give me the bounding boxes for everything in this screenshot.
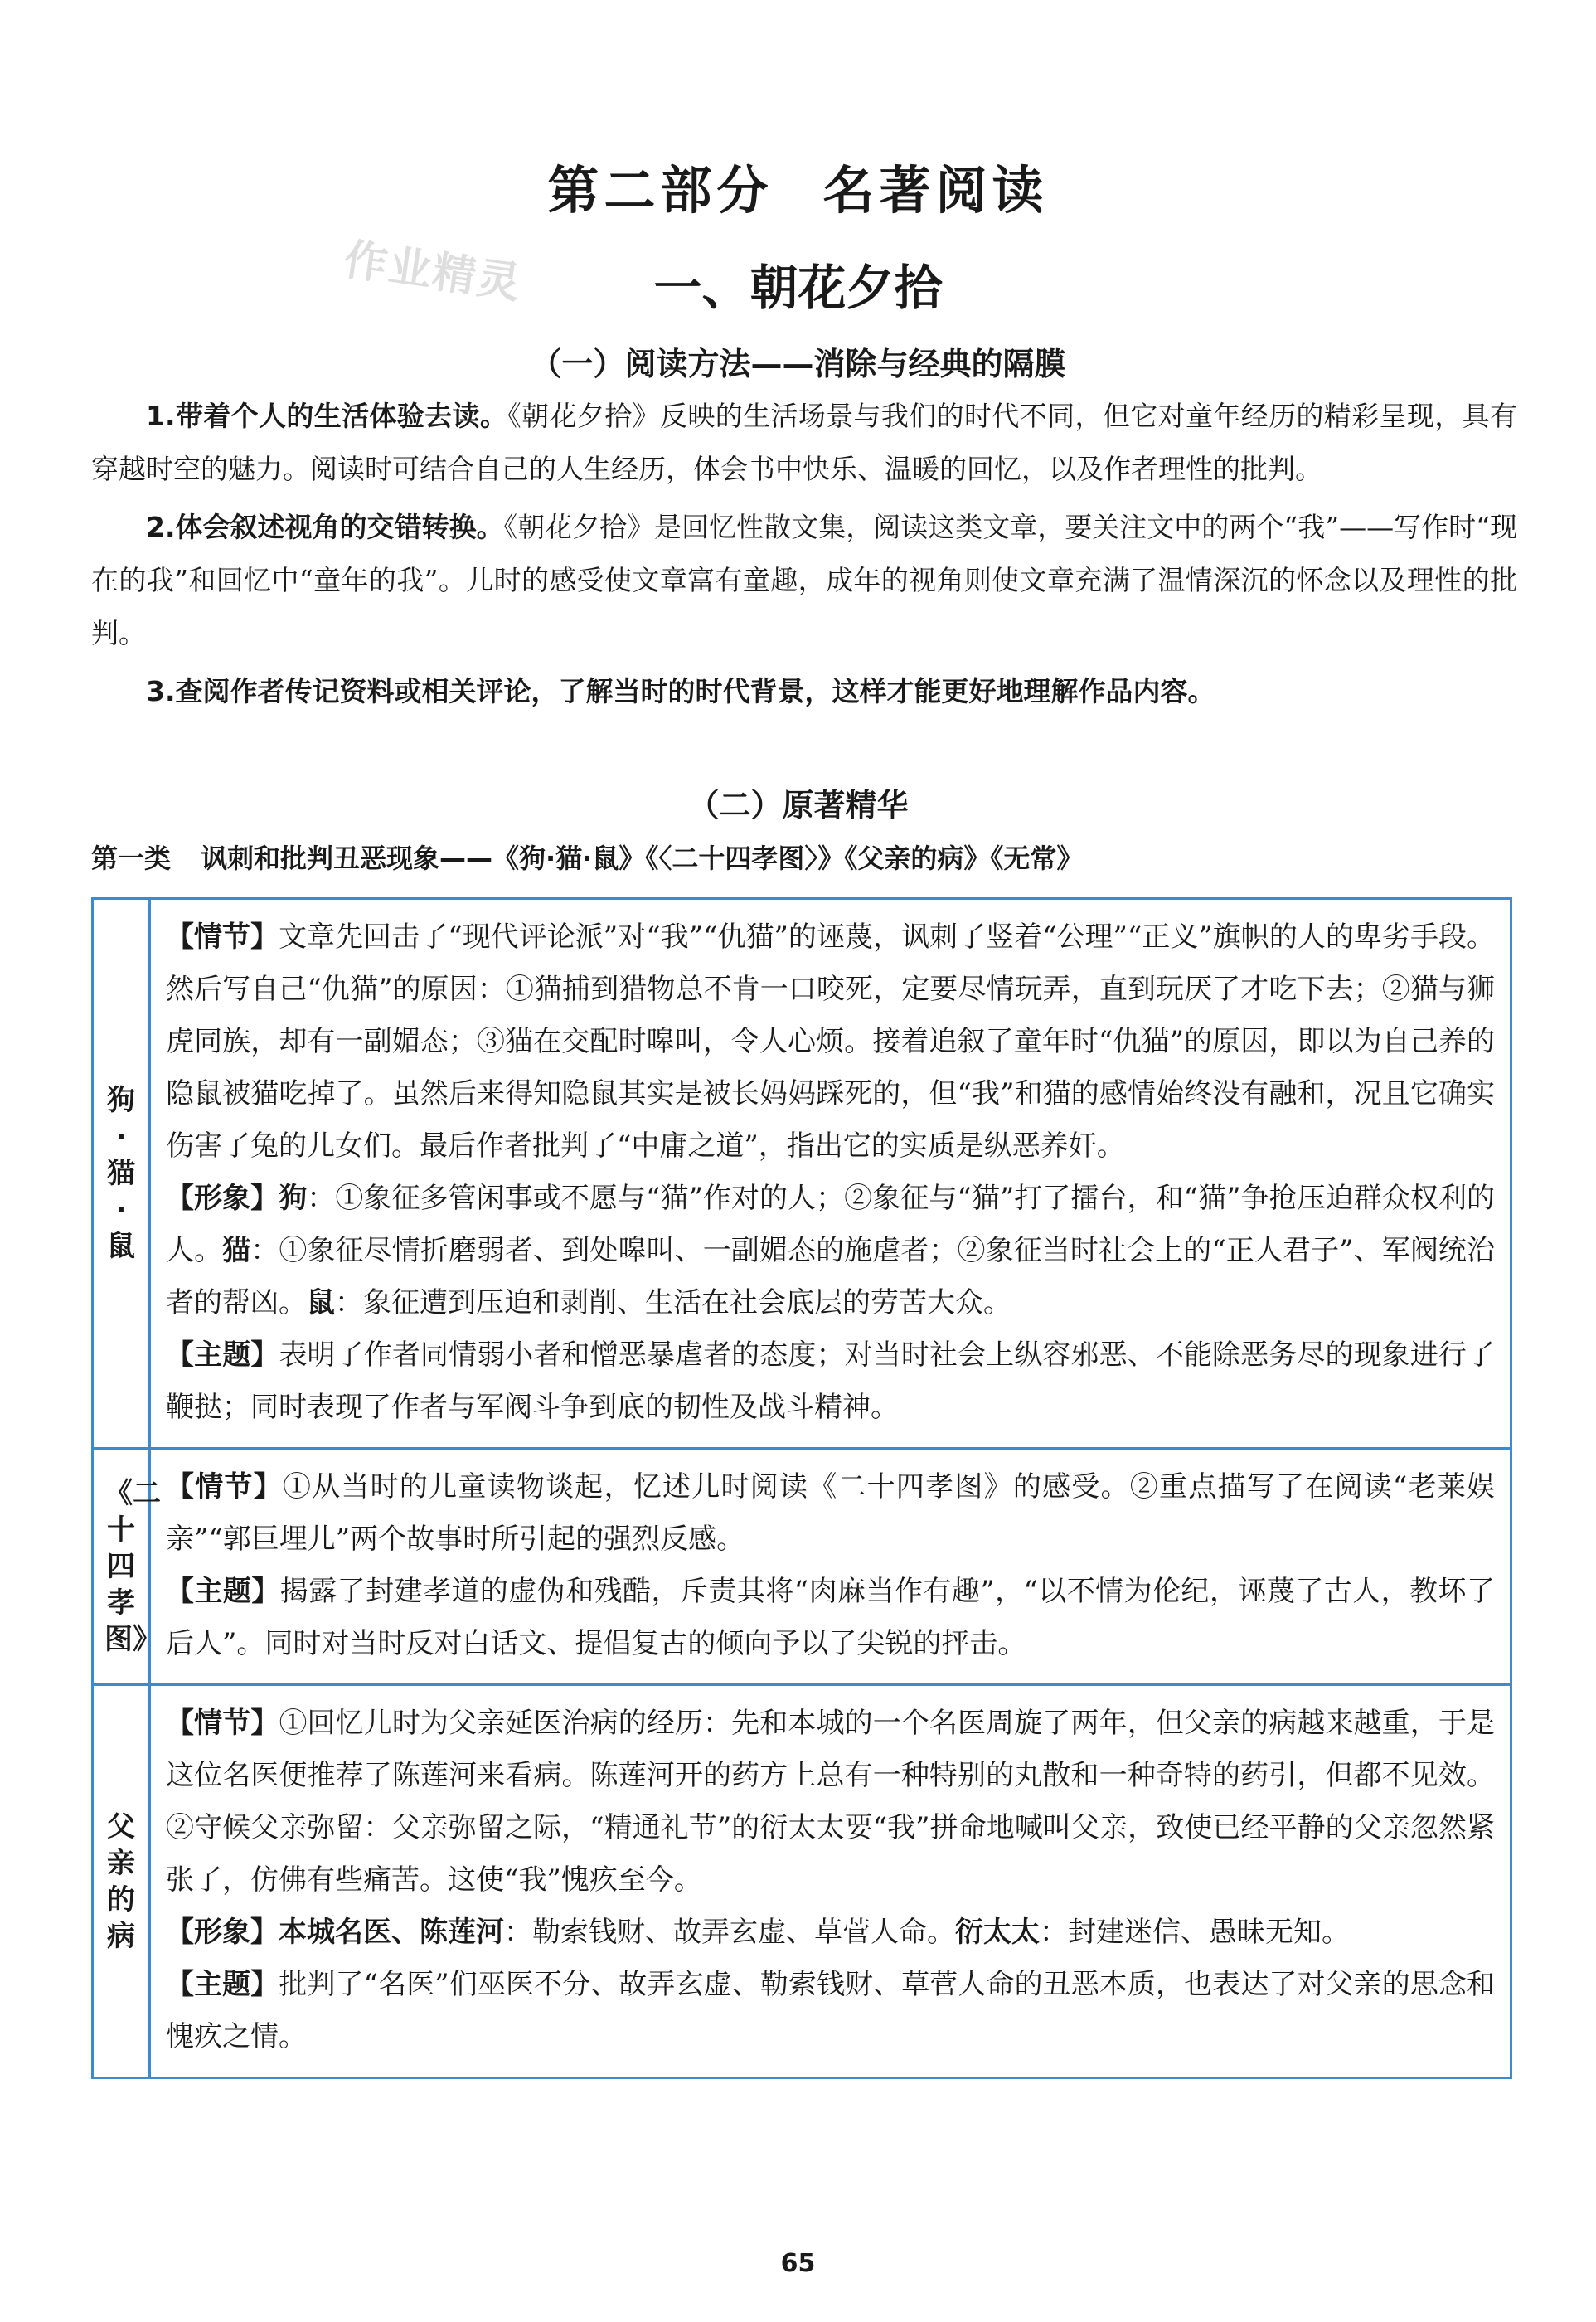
- image-paragraph: [166, 1907, 1495, 1959]
- method-item-3: [91, 665, 1517, 718]
- plot-tag: 【情节】: [166, 921, 279, 954]
- method-lead: 2.体会叙述视角的交错转换。: [146, 511, 504, 543]
- image-text: ：①象征多管闲事或不愿与“猫”作对的人；②象征与“猫”打了擂台，和“猫”争抢压迫群众权利的人。: [166, 1182, 1496, 1267]
- image-paragraph: [166, 1173, 1495, 1329]
- theme-tag: 【主题】: [166, 1968, 279, 2001]
- image-tag: 【形象】: [166, 1916, 279, 1949]
- table-row: [93, 899, 1511, 1449]
- work-name: 狗·猫·鼠: [107, 1084, 135, 1263]
- theme-paragraph: [166, 1959, 1495, 2063]
- plot-tag: 【情节】: [166, 1470, 283, 1503]
- image-keyword: 鼠: [307, 1286, 335, 1319]
- image-tag: 【形象】: [166, 1182, 279, 1215]
- work-body-cell: [150, 899, 1511, 1449]
- method-lead: 1.带着个人的生活体验去读。: [146, 400, 508, 432]
- part-name: 名著阅读: [822, 160, 1049, 221]
- part-title: [0, 149, 1596, 223]
- plot-text: ①从当时的儿童读物谈起，忆述儿时阅读《二十四孝图》的感受。②重点描写了在阅读“老莱娱亲”“郭巨埋儿”两个故事时所引起的强烈反感。: [166, 1470, 1495, 1556]
- table-row: [93, 1449, 1511, 1685]
- image-text: ：勒索钱财、故弄玄虚、草菅人命。: [504, 1916, 955, 1949]
- work-body-cell: [150, 1449, 1511, 1685]
- section-heading-essence: （二）原著精华: [687, 787, 909, 823]
- work-name-cell: [93, 1685, 150, 2078]
- part-number: 第二部分: [547, 160, 774, 221]
- plot-text: 文章先回击了“现代评论派”对“我”“仇猫”的诬蔑，讽刺了竖着“公理”“正义”旗帜的人的卑劣手段。然后写自己“仇猫”的原因：①猫捕到猎物总不肯一口咬死，定要尽情玩弄，直到玩厌了才吃下去；②猫与狮虎同族，却有一副媚态；③猫在交配时嗥叫，令人心烦。接着追叙了童年时“仇猫”的原因，即以为自己养的隐鼠被猫吃掉了。虽然后来得知隐鼠其实是被长妈妈踩死的，但“我”和猫的感情始终没有融和，况且它确实伤害了兔的儿女们。最后作者批判了“中庸之道”，指出它的实质是纵恶养奸。: [166, 921, 1496, 1163]
- plot-paragraph: [166, 1698, 1495, 1907]
- section-heading-reading-methods: （一）阅读方法——消除与经典的隔膜: [530, 346, 1066, 382]
- works-table: [91, 897, 1512, 2079]
- image-text: ：象征遭到压迫和剥削、生活在社会底层的劳苦大众。: [335, 1286, 1011, 1319]
- work-name-cell: [93, 899, 150, 1449]
- work-name-cell: [93, 1449, 161, 1685]
- image-keyword: 狗: [279, 1182, 308, 1215]
- plot-paragraph: [166, 911, 1495, 1173]
- plot-paragraph: [166, 1461, 1495, 1566]
- image-text: ：封建迷信、愚昧无知。: [1040, 1916, 1350, 1949]
- work-name: 《二十四孝图》: [104, 1477, 161, 1656]
- method-item-1: [91, 390, 1517, 496]
- theme-text: 批判了“名医”们巫医不分、故弄玄虚、勒索钱财、草菅人命的丑恶本质，也表达了对父亲的思念和愧疚之情。: [166, 1968, 1496, 2053]
- image-keyword: 本城名医、陈莲河: [279, 1916, 504, 1949]
- category-heading: [91, 838, 1517, 876]
- reading-methods: [91, 390, 1517, 723]
- work-body-cell: [150, 1685, 1511, 2078]
- table-row: [93, 1685, 1511, 2078]
- theme-tag: 【主题】: [166, 1338, 279, 1372]
- chapter-title: 一、朝花夕拾: [653, 260, 943, 316]
- work-name: 父亲的病: [107, 1810, 135, 1953]
- theme-paragraph: [166, 1566, 1495, 1670]
- image-text: ：①象征尽情折磨弱者、到处嗥叫、一副媚态的施虐者；②象征当时社会上的“正人君子”、军阀统治者的帮凶。: [166, 1234, 1496, 1319]
- theme-tag: 【主题】: [166, 1575, 280, 1608]
- watermark: 作业精灵: [341, 235, 526, 309]
- method-lead: 3.查阅作者传记资料或相关评论，了解当时的时代背景，这样才能更好地理解作品内容。: [146, 675, 1215, 707]
- image-keyword: 猫: [222, 1234, 251, 1267]
- plot-tag: 【情节】: [166, 1707, 279, 1740]
- image-keyword: 衍太太: [955, 1916, 1040, 1949]
- method-text: 《朝花夕拾》反映的生活场景与我们的时代不同，但它对童年经历的精彩呈现，具有穿越时空的魅力。阅读时可结合自己的人生经历，体会书中快乐、温暖的回忆，以及作者理性的批判。: [91, 400, 1518, 485]
- method-item-2: [91, 501, 1517, 660]
- page-number: 65: [780, 2249, 816, 2278]
- method-text: 《朝花夕拾》是回忆性散文集，阅读这类文章，要关注文中的两个“我”——写作时“现在的我”和回忆中“童年的我”。儿时的感受使文章富有童趣，成年的视角则使文章充满了温情深沉的怀念以及理性的批判。: [91, 511, 1517, 649]
- category-text: 讽刺和批判丑恶现象——《狗·猫·鼠》《〈二十四孝图〉》《父亲的病》《无常》: [201, 843, 1084, 874]
- theme-text: 揭露了封建孝道的虚伪和残酷，斥责其将“肉麻当作有趣”，“以不情为伦纪，诬蔑了古人，教坏了后人”。同时对当时反对白话文、提倡复古的倾向予以了尖锐的抨击。: [166, 1575, 1495, 1660]
- plot-text: ①回忆儿时为父亲延医治病的经历：先和本城的一个名医周旋了两年，但父亲的病越来越重，于是这位名医便推荐了陈莲河来看病。陈莲河开的药方上总有一种特别的丸散和一种奇特的药引，但都不见效。②守候父亲弥留：父亲弥留之际，“精通礼节”的衍太太要“我”拼命地喊叫父亲，致使已经平静的父亲忽然紧张了，仿佛有些痛苦。这使“我”愧疚至今。: [166, 1707, 1495, 1897]
- category-label: 第一类: [91, 843, 172, 874]
- theme-paragraph: [166, 1329, 1495, 1434]
- theme-text: 表明了作者同情弱小者和憎恶暴虐者的态度；对当时社会上纵容邪恶、不能除恶务尽的现象进行了鞭挞；同时表现了作者与军阀斗争到底的韧性及战斗精神。: [166, 1338, 1495, 1424]
